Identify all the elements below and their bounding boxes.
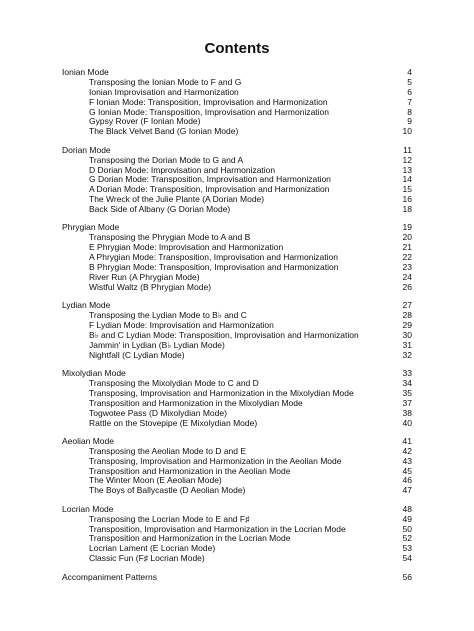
page-number: 47	[402, 485, 412, 496]
page-number: 30	[402, 329, 412, 340]
page-number: 34	[402, 377, 412, 388]
page-number: 50	[402, 523, 412, 534]
entry-title: Locrian Mode	[62, 503, 114, 514]
toc-section	[62, 301, 412, 360]
entry-title: The Black Velvet Band (G Ionian Mode)	[89, 126, 239, 137]
page-number: 10	[402, 126, 412, 137]
entry-title: D Dorian Mode: Improvisation and Harmonization	[89, 164, 276, 175]
toc-entry[interactable]	[62, 127, 412, 137]
page-number: 14	[402, 174, 412, 185]
page-number: 37	[402, 397, 412, 408]
entry-title: Dorian Mode	[62, 144, 111, 155]
toc-entry[interactable]	[62, 205, 412, 215]
page-number: 35	[402, 387, 412, 398]
entry-title: Transposing the Mixolydian Mode to C and D	[89, 377, 259, 388]
page-number: 40	[402, 417, 412, 428]
entry-title: G Ionian Mode: Transposition, Improvisation and Harmonization	[89, 106, 330, 117]
entry-title: Transposition and Harmonization in the Aeolian Mode	[89, 465, 291, 476]
page-number: 49	[402, 513, 412, 524]
entry-title: Gypsy Rover (F Ionian Mode)	[89, 116, 201, 127]
toc-entry[interactable]	[62, 419, 412, 429]
entry-title: F Ionian Mode: Transposition, Improvisation and Harmonization	[89, 96, 328, 107]
toc-entry[interactable]	[62, 351, 412, 361]
page-number: 52	[402, 533, 412, 544]
entry-title: Lydian Mode	[62, 300, 111, 311]
entry-title: E Phrygian Mode: Improvisation and Harmonization	[89, 242, 284, 253]
page-number: 56	[402, 571, 412, 582]
entry-title: Transposing the Locrian Mode to E and F♯	[89, 513, 250, 524]
entry-title: Rattle on the Stovepipe (E Mixolydian Mode)	[89, 417, 258, 428]
entry-title: F Lydian Mode: Improvisation and Harmonization	[89, 319, 274, 330]
entry-title: Jammin' in Lydian (B♭ Lydian Mode)	[89, 339, 225, 350]
page-number: 23	[402, 262, 412, 273]
page-number: 18	[402, 204, 412, 215]
entry-title: Mixolydian Mode	[62, 368, 126, 379]
toc-entry[interactable]	[62, 283, 412, 293]
entry-title: Accompaniment Patterns	[62, 571, 157, 582]
entry-title: Back Side of Albany (G Dorian Mode)	[89, 204, 231, 215]
entry-title: Ionian Mode	[62, 67, 109, 77]
entry-title: The Winter Moon (E Aeolian Mode)	[89, 475, 222, 486]
page-number: 28	[402, 310, 412, 321]
entry-title: Aeolian Mode	[62, 435, 114, 446]
entry-title: Transposing the Lydian Mode to B♭ and C	[89, 310, 247, 321]
entry-title: The Wreck of the Julie Plante (A Dorian Mode)	[89, 194, 265, 205]
page-number: 24	[402, 271, 412, 282]
page-number: 12	[402, 154, 412, 165]
page-number: 7	[407, 96, 412, 107]
toc-section	[62, 437, 412, 496]
entry-title: G Dorian Mode: Transposition, Improvisation and Harmonization	[89, 174, 331, 185]
page-number: 8	[407, 106, 412, 117]
page-number: 32	[402, 349, 412, 360]
toc-section	[62, 68, 412, 137]
page-number: 48	[402, 503, 412, 514]
table-of-contents	[62, 68, 412, 582]
toc-section	[62, 146, 412, 215]
page-number: 31	[402, 339, 412, 350]
entry-title: Phrygian Mode	[62, 222, 120, 233]
entry-title: Ionian Improvisation and Harmonization	[89, 86, 239, 97]
page-number: 5	[407, 76, 412, 87]
page-number: 46	[402, 475, 412, 486]
page-number: 6	[407, 86, 412, 97]
entry-title: Nightfall (C Lydian Mode)	[89, 349, 185, 360]
entry-title: Classic Fun (F♯ Locrian Mode)	[89, 553, 205, 564]
page-number: 9	[407, 116, 412, 127]
page-title: Contents	[204, 40, 270, 57]
page-number: 13	[402, 164, 412, 175]
page-number: 53	[402, 543, 412, 554]
page-number: 21	[402, 242, 412, 253]
entry-title: Transposing the Aeolian Mode to D and E	[89, 445, 247, 456]
page-number: 43	[402, 455, 412, 466]
page-number: 4	[407, 67, 412, 77]
entry-title: Transposing, Improvisation and Harmonization in the Mixolydian Mode	[89, 387, 354, 398]
toc-section	[62, 223, 412, 292]
toc-entry[interactable]	[62, 486, 412, 496]
page-number: 27	[402, 300, 412, 311]
page-number: 33	[402, 368, 412, 379]
page-number: 54	[402, 553, 412, 564]
entry-title: The Boys of Ballycastle (D Aeolian Mode)	[89, 485, 246, 496]
page-number: 22	[402, 252, 412, 263]
entry-title: Transposing the Ionian Mode to F and G	[89, 76, 242, 87]
page-number: 41	[402, 435, 412, 446]
entry-title: Locrian Lament (E Locrian Mode)	[89, 543, 216, 554]
entry-title: Transposition, Improvisation and Harmonization in the Locrian Mode	[89, 523, 346, 534]
entry-title: Togwotee Pass (D Mixolydian Mode)	[89, 407, 227, 418]
page-number: 15	[402, 184, 412, 195]
page-number: 16	[402, 194, 412, 205]
entry-title: Transposition and Harmonization in the Locrian Mode	[89, 533, 291, 544]
page-number: 42	[402, 445, 412, 456]
page-number: 45	[402, 465, 412, 476]
page-number: 20	[402, 232, 412, 243]
entry-title: A Phrygian Mode: Transposition, Improvisation and Harmonization	[89, 252, 338, 263]
page-number: 38	[402, 407, 412, 418]
entry-title: Transposing the Dorian Mode to G and A	[89, 154, 244, 165]
entry-title: B Phrygian Mode: Transposition, Improvisation and Harmonization	[89, 262, 339, 273]
entry-title: Transposing, Improvisation and Harmonization in the Aeolian Mode	[89, 455, 342, 466]
page-number: 29	[402, 319, 412, 330]
section-heading[interactable]	[62, 573, 412, 583]
entry-title: Wistful Waltz (B Phrygian Mode)	[89, 281, 212, 292]
toc-section	[62, 505, 412, 564]
entry-title: B♭ and C Lydian Mode: Transposition, Improvisation and Harmonization	[89, 329, 359, 340]
toc-section	[62, 369, 412, 428]
entry-title: Transposition and Harmonization in the Mixolydian Mode	[89, 397, 303, 408]
page-number: 26	[402, 281, 412, 292]
entry-title: A Dorian Mode: Transposition, Improvisation and Harmonization	[89, 184, 330, 195]
toc-entry[interactable]	[62, 554, 412, 564]
entry-title: River Run (A Phrygian Mode)	[89, 271, 200, 282]
entry-title: Transposing the Phrygian Mode to A and B	[89, 232, 251, 243]
page-number: 11	[403, 144, 412, 155]
page-number: 19	[402, 222, 412, 233]
